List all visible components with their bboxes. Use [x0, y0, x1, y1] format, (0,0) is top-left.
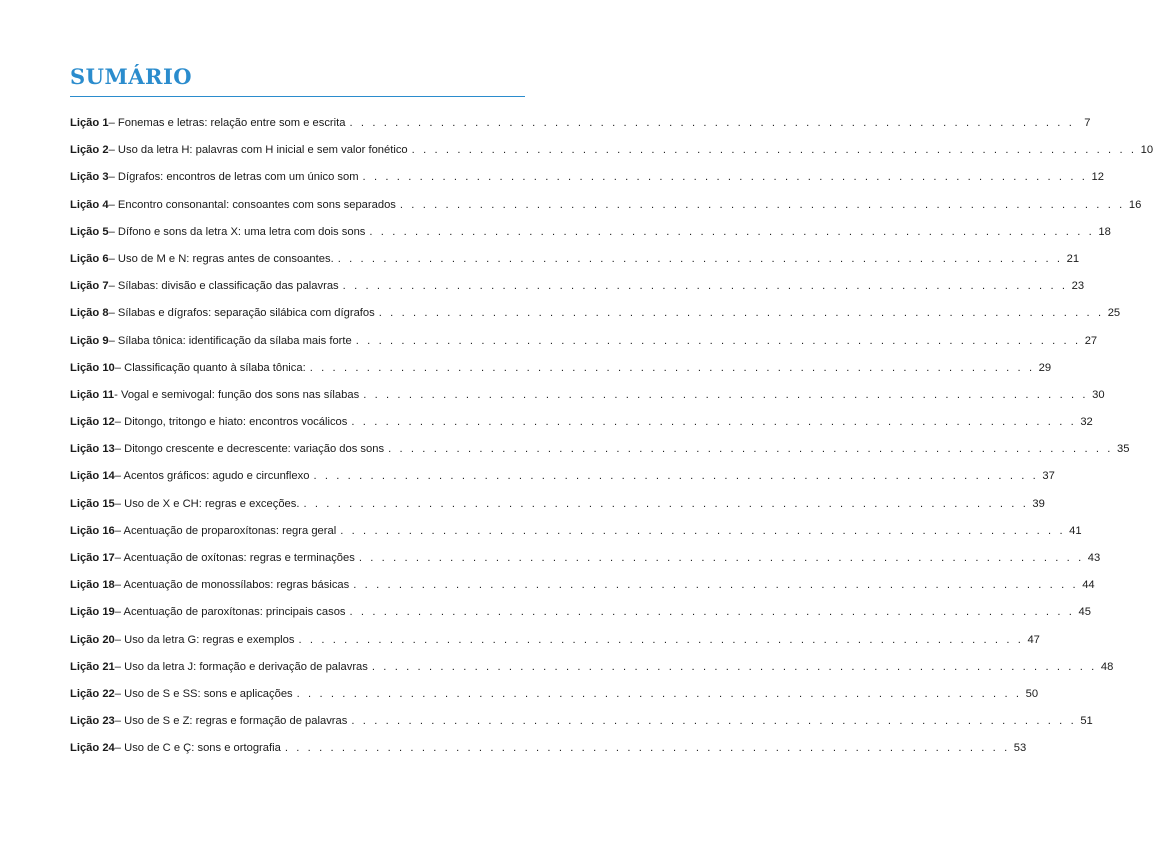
toc-dot-leader [369, 226, 1094, 238]
table-of-contents [70, 117, 1153, 770]
toc-lesson-title: – Classificação quanto à sílaba tônica: [114, 361, 306, 374]
toc-page-number: 25 [1107, 307, 1121, 320]
toc-lesson-title: – Uso da letra G: regras e exemplos [114, 633, 295, 646]
toc-page-number: 30 [1092, 388, 1105, 401]
toc-entry[interactable] [70, 660, 1114, 688]
toc-lesson-title: – Sílabas e dígrafos: separação silábica com dígrafos [108, 307, 375, 320]
toc-lesson-number: Lição 14 [70, 470, 115, 483]
toc-dot-leader [379, 307, 1104, 319]
toc-lesson-title: – Uso de C e Ç: sons e ortografia [114, 742, 281, 755]
toc-lesson-title: – Fonemas e letras: relação entre som e escrita [108, 117, 346, 129]
toc-entry[interactable] [70, 198, 1142, 226]
toc-dot-leader [359, 552, 1084, 564]
toc-dot-leader [303, 498, 1028, 510]
toc-lesson-title: – Dígrafos: encontros de letras com um único som [108, 171, 359, 184]
toc-lesson-title: – Acentuação de monossílabos: regras básicas [114, 579, 350, 592]
toc-page-number: 43 [1087, 552, 1101, 564]
toc-lesson-title: – Acentuação de oxítonas: regras e terminações [114, 552, 355, 564]
toc-entry[interactable] [70, 334, 1098, 362]
toc-page-number: 27 [1084, 334, 1098, 347]
toc-lesson-title: – Dífono e sons da letra X: uma letra com dois sons [108, 225, 366, 238]
toc-lesson-number: Lição 8 [70, 307, 109, 320]
toc-lesson-number: Lição 12 [70, 416, 115, 429]
toc-lesson-number: Lição 4 [70, 198, 109, 211]
toc-lesson-number: Lição 13 [70, 443, 115, 456]
toc-entry[interactable] [70, 633, 1040, 661]
toc-lesson-title: – Uso da letra H: palavras com H inicial e sem valor fonético [108, 144, 408, 157]
toc-entry[interactable] [70, 388, 1105, 416]
toc-lesson-title: - Vogal e semivogal: função dos sons nas sílabas [114, 388, 360, 401]
toc-lesson-title: – Sílabas: divisão e classificação das palavras [108, 280, 339, 293]
toc-lesson-number: Lição 20 [70, 633, 115, 646]
toc-dot-leader [356, 335, 1081, 347]
toc-lesson-number: Lição 2 [70, 144, 109, 157]
toc-entry[interactable] [70, 307, 1121, 334]
toc-dot-leader [388, 443, 1113, 455]
toc-entry[interactable] [70, 117, 1091, 144]
toc-entry[interactable] [70, 687, 1039, 715]
toc-dot-leader [313, 470, 1038, 482]
toc-lesson-title: – Sílaba tônica: identificação da sílaba mais forte [108, 334, 352, 347]
toc-lesson-title: – Acentuação de paroxítonas: principais casos [114, 606, 346, 619]
toc-dot-leader [400, 199, 1125, 211]
toc-entry[interactable] [70, 443, 1130, 470]
toc-entry[interactable] [70, 416, 1093, 443]
toc-entry[interactable] [70, 252, 1080, 280]
toc-page-number: 39 [1032, 497, 1045, 510]
toc-dot-leader [297, 688, 1022, 700]
toc-lesson-number: Lição 17 [70, 552, 115, 564]
toc-page-number: 51 [1080, 715, 1093, 728]
toc-lesson-number: Lição 6 [70, 252, 109, 265]
toc-lesson-number: Lição 21 [70, 660, 115, 673]
toc-page-number: 50 [1025, 687, 1039, 700]
toc-lesson-number: Lição 16 [70, 524, 115, 537]
toc-entry[interactable] [70, 579, 1095, 606]
toc-page-number: 18 [1098, 225, 1111, 238]
toc-page-number: 29 [1038, 361, 1052, 374]
toc-lesson-number: Lição 3 [70, 171, 109, 184]
toc-page-number: 41 [1069, 524, 1082, 537]
toc-lesson-number: Lição 1 [70, 117, 109, 129]
toc-dot-leader [338, 253, 1063, 265]
toc-dot-leader [351, 416, 1076, 428]
toc-entry[interactable] [70, 497, 1045, 525]
toc-page-number: 48 [1100, 660, 1114, 673]
toc-lesson-title: – Acentuação de proparoxítonas: regra geral [114, 524, 337, 537]
toc-dot-leader [353, 579, 1078, 591]
toc-entry[interactable] [70, 225, 1111, 253]
toc-lesson-number: Lição 18 [70, 579, 115, 592]
toc-lesson-number: Lição 11 [70, 388, 115, 401]
toc-page [70, 62, 1153, 755]
toc-entry[interactable] [70, 361, 1052, 389]
toc-dot-leader [343, 280, 1068, 292]
toc-page-number: 45 [1078, 606, 1091, 619]
toc-lesson-number: Lição 15 [70, 497, 115, 510]
toc-page-number: 53 [1013, 742, 1027, 755]
toc-dot-leader [351, 715, 1076, 727]
toc-entry[interactable] [70, 144, 1153, 171]
toc-lesson-title: – Uso de X e CH: regras e exceções. [114, 497, 300, 510]
toc-page-number: 35 [1117, 443, 1130, 456]
toc-dot-leader [310, 362, 1035, 374]
title-divider [70, 96, 525, 97]
toc-lesson-title: – Ditongo, tritongo e hiato: encontros vocálicos [114, 416, 348, 429]
toc-page-number: 21 [1066, 252, 1080, 265]
toc-lesson-number: Lição 10 [70, 361, 115, 374]
toc-page-number: 37 [1042, 470, 1055, 483]
toc-lesson-number: Lição 24 [70, 742, 115, 755]
toc-lesson-title: – Uso de M e N: regras antes de consoantes. [108, 252, 334, 265]
toc-lesson-title: – Uso de S e Z: regras e formação de palavras [114, 715, 348, 728]
page-title: SUMÁRIO [70, 64, 193, 89]
toc-page-number: 23 [1071, 280, 1085, 293]
toc-page-number: 10 [1140, 144, 1153, 157]
toc-page-number: 12 [1091, 171, 1104, 184]
toc-entry[interactable] [70, 715, 1093, 742]
toc-lesson-title: – Ditongo crescente e decrescente: variação dos sons [114, 443, 385, 456]
toc-dot-leader [285, 742, 1010, 754]
toc-lesson-title: – Acentos gráficos: agudo e circunflexo [114, 470, 310, 483]
toc-dot-leader [350, 606, 1075, 618]
toc-page-number: 47 [1027, 633, 1040, 646]
toc-dot-leader [299, 634, 1024, 646]
toc-dot-leader [412, 144, 1137, 156]
toc-dot-leader [372, 661, 1097, 673]
toc-lesson-number: Lição 23 [70, 715, 115, 728]
toc-dot-leader [349, 117, 1074, 129]
toc-lesson-title: – Uso de S e SS: sons e aplicações [114, 687, 293, 700]
toc-lesson-number: Lição 22 [70, 687, 115, 700]
toc-entry[interactable] [70, 606, 1091, 633]
toc-dot-leader [363, 171, 1088, 183]
toc-lesson-number: Lição 9 [70, 334, 109, 347]
toc-lesson-title: – Uso da letra J: formação e derivação de palavras [114, 660, 368, 673]
toc-page-number: 32 [1080, 416, 1093, 429]
toc-entry[interactable] [70, 742, 1027, 769]
toc-lesson-number: Lição 7 [70, 280, 109, 293]
toc-page-number: 44 [1082, 579, 1095, 592]
toc-page-number: 7 [1084, 117, 1091, 129]
toc-dot-leader [363, 389, 1088, 401]
toc-entry[interactable] [70, 280, 1085, 307]
toc-dot-leader [340, 525, 1065, 537]
toc-page-number: 16 [1128, 198, 1142, 211]
toc-entry[interactable] [70, 470, 1055, 497]
toc-lesson-number: Lição 19 [70, 606, 115, 619]
toc-entry[interactable] [70, 524, 1082, 552]
toc-entry[interactable] [70, 171, 1104, 198]
toc-lesson-number: Lição 5 [70, 225, 109, 238]
toc-entry[interactable] [70, 552, 1101, 579]
toc-lesson-title: – Encontro consonantal: consoantes com sons separados [108, 198, 396, 211]
